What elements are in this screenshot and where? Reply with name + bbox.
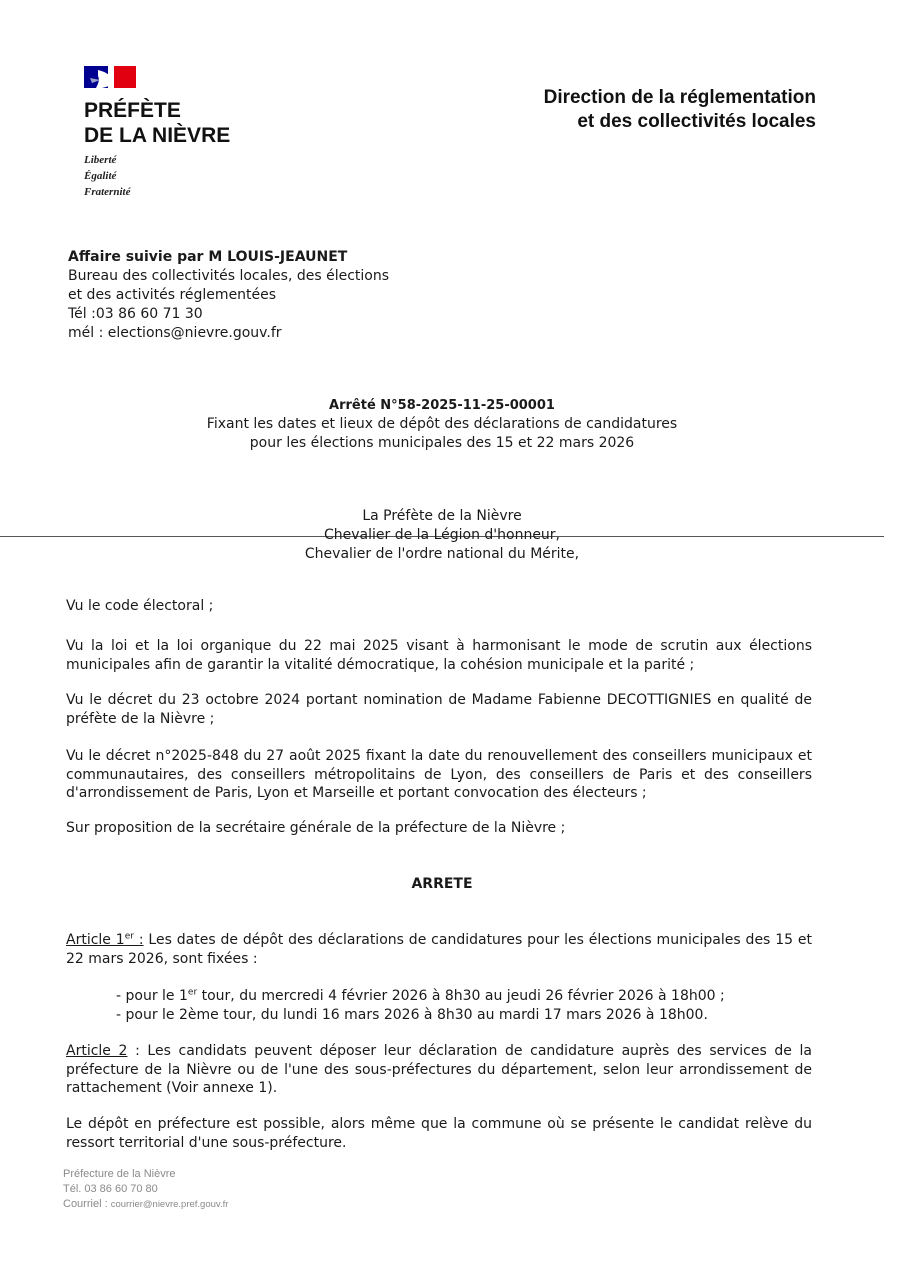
article-1-label: Article 1er : xyxy=(66,931,144,948)
arrete-number: Arrêté N°58-2025-11-25-00001 xyxy=(329,398,555,413)
motto-egalite: Égalité xyxy=(84,170,117,182)
contact-mail: mél : elections@nievre.gouv.fr xyxy=(68,325,282,341)
arrete-heading xyxy=(150,396,734,453)
logo-wordmark xyxy=(84,98,230,148)
article-1-dates-list xyxy=(116,987,816,1025)
direction-line-1: Direction de la réglementation xyxy=(543,87,816,108)
list-item: - pour le 2ème tour, du lundi 16 mars 2026 à 8h30 au mardi 17 mars 2026 à 18h00. xyxy=(116,1007,708,1023)
article-1 xyxy=(66,931,812,968)
marianne-flag-icon xyxy=(84,66,136,88)
prefete-titles xyxy=(150,507,734,564)
article-2-text: : Les candidats peuvent déposer leur déclaration de candidature auprès des services de la préfecture de la Nièvre ou de l'une des sous-préfectures du département, selon leur arrondissement de rattachement (Voir annexe 1). xyxy=(66,1043,812,1096)
direction-line-2: et des collectivités locales xyxy=(577,111,816,132)
arrete-subject-2: pour les élections municipales des 15 et 22 mars 2026 xyxy=(249,435,635,451)
footer-line-1: Préfecture de la Nièvre xyxy=(63,1168,176,1180)
arrete-title: ARRETE xyxy=(411,876,473,892)
article-1-text: Les dates de dépôt des déclarations de candidatures pour les élections municipales des 15 et 22 mars 2026, sont fixées : xyxy=(66,932,813,967)
republic-motto xyxy=(84,152,130,200)
motto-fraternite: Fraternité xyxy=(84,186,131,198)
bureau-line-1: Bureau des collectivités locales, des élections xyxy=(68,268,390,284)
visa-loi: Vu la loi et la loi organique du 22 mai 2025 visant à harmonisant le mode de scrutin aux élections municipales afin de garantir la vitalité démocratique, la cohésion municipale et la parité ; xyxy=(66,638,812,673)
visa-code-electoral: Vu le code électoral ; xyxy=(66,598,214,614)
prefete-line-2: Chevalier de la Légion d'honneur, xyxy=(323,527,561,543)
article-2-paragraph-2: Le dépôt en préfecture est possible, alors même que la commune où se présente le candidat relève du ressort territorial d'une sous-préfecture. xyxy=(66,1116,812,1151)
contact-tel: Tél :03 86 60 71 30 xyxy=(68,306,203,322)
article-2 xyxy=(66,1042,812,1098)
followed-by: Affaire suivie par M LOUIS-JEAUNET xyxy=(68,249,348,265)
footer-line-2: Tél. 03 86 60 70 80 xyxy=(63,1183,158,1195)
footer-line-3: Courriel : courrier@nievre.pref.gouv.fr xyxy=(63,1198,229,1210)
contact-block xyxy=(68,248,389,343)
visa-decret-nomination: Vu le décret du 23 octobre 2024 portant nomination de Madame Fabienne DECOTTIGNIES en qualité de préfète de la Nièvre ; xyxy=(66,692,812,727)
list-item: - pour le 1er tour, du mercredi 4 février 2026 à 8h30 au jeudi 26 février 2026 à 18h00 ; xyxy=(116,987,725,1004)
prefete-line-3: Chevalier de l'ordre national du Mérite, xyxy=(304,546,580,562)
article-2-label: Article 2 xyxy=(66,1043,128,1059)
visa-decret-2025-848: Vu le décret n°2025-848 du 27 août 2025 fixant la date du renouvellement des conseillers municipaux et communautaires, des conseillers métropolitains de Lyon, des conseillers de Paris et des conseillers d'arrondissement de Paris, Lyon et Marseille et portant convocation des électeurs ; xyxy=(66,748,812,801)
logo-line-2: DE LA NIÈVRE xyxy=(84,124,231,147)
direction-title xyxy=(544,86,816,134)
logo-line-1: PRÉFÈTE xyxy=(84,99,181,122)
prefete-line-1: La Préfète de la Nièvre xyxy=(362,508,522,524)
visa-proposition: Sur proposition de la secrétaire générale de la préfecture de la Nièvre ; xyxy=(66,820,566,836)
footer xyxy=(63,1167,228,1212)
bureau-line-2: et des activités réglementées xyxy=(68,287,277,303)
motto-liberte: Liberté xyxy=(84,154,117,166)
arrete-subject-1: Fixant les dates et lieux de dépôt des déclarations de candidatures xyxy=(206,416,678,432)
